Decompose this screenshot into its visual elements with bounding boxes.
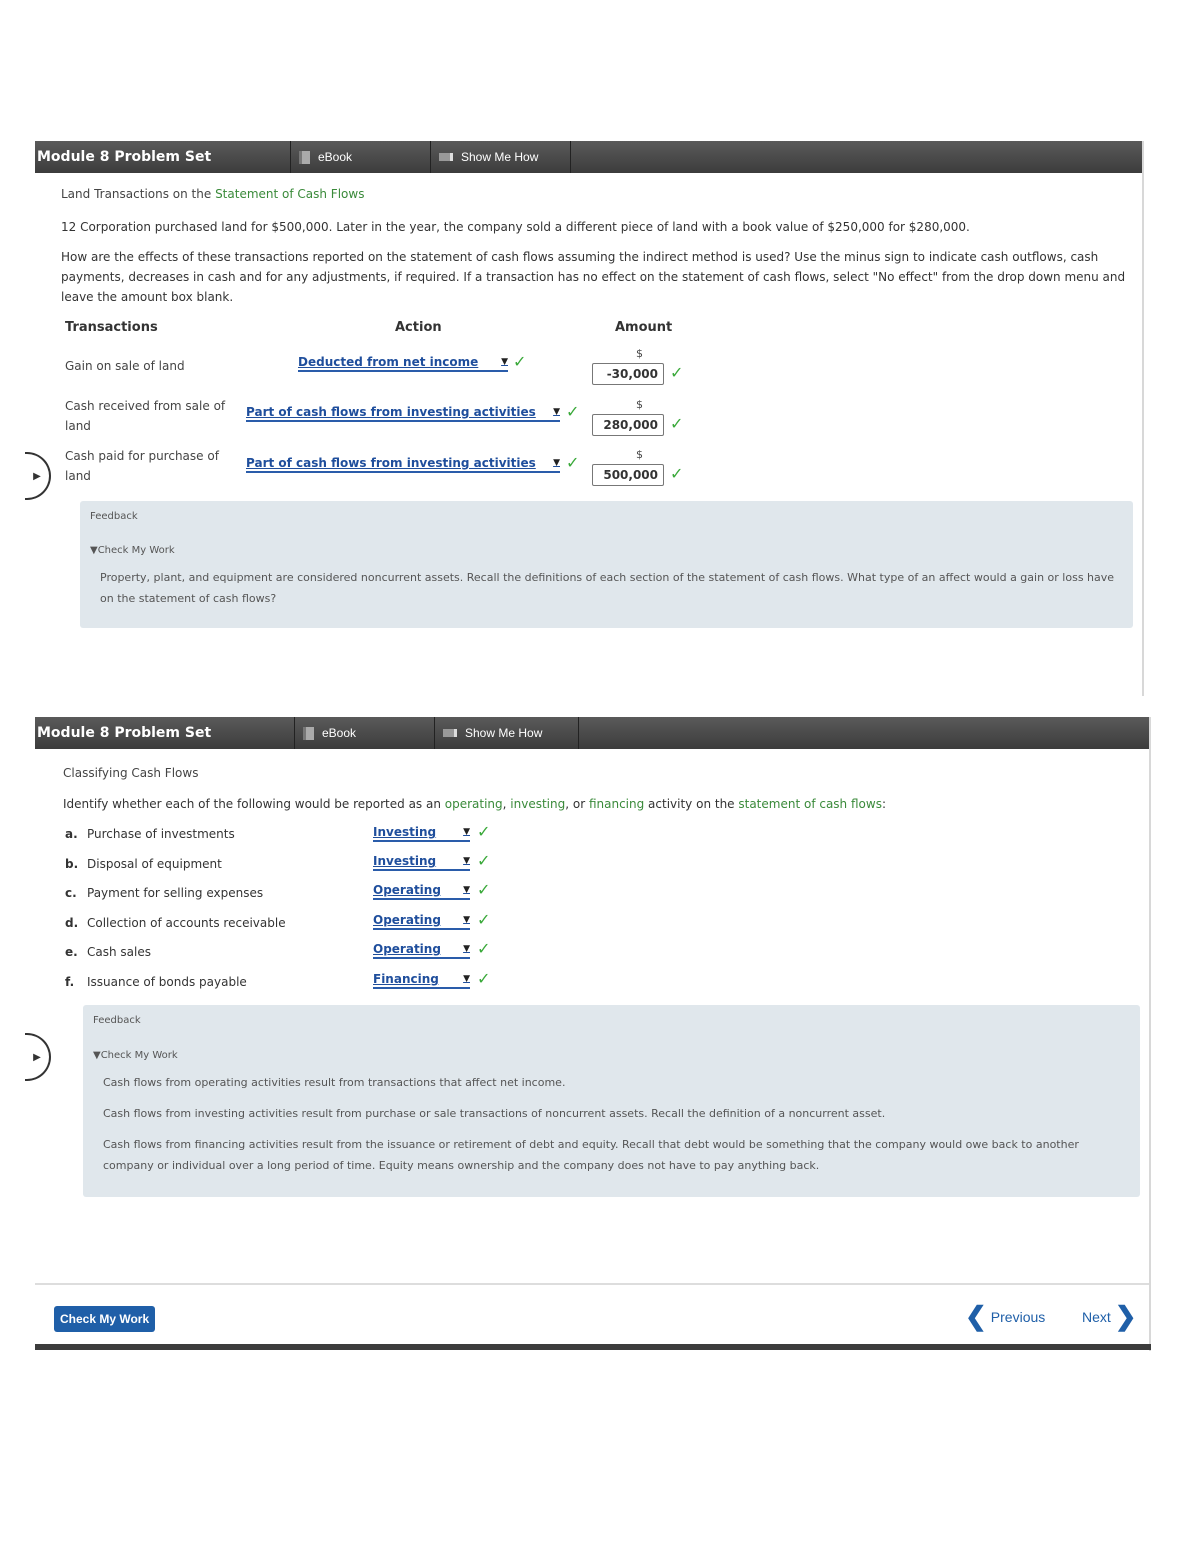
dropdown-selected-value: Investing bbox=[373, 854, 437, 868]
item-label: Disposal of equipment bbox=[87, 857, 222, 871]
show-me-how-label: Show Me How bbox=[461, 150, 539, 164]
item-label: Payment for selling expenses bbox=[87, 886, 264, 900]
intro-text: Identify whether each of the following would be reported as an bbox=[63, 797, 445, 811]
item-label: Collection of accounts receivable bbox=[87, 916, 286, 930]
currency-symbol: $ bbox=[636, 448, 643, 461]
classification-dropdown[interactable] bbox=[373, 853, 470, 871]
classification-dropdown[interactable] bbox=[373, 971, 470, 989]
problem-panel-land-transactions bbox=[35, 141, 1144, 696]
classification-dropdown[interactable] bbox=[373, 824, 470, 842]
feedback-text: Cash flows from operating activities result from transactions that affect net income. bbox=[103, 1076, 566, 1089]
list-item bbox=[65, 945, 151, 959]
feedback-label: Feedback bbox=[90, 511, 138, 522]
statement-link[interactable]: statement of cash flows bbox=[738, 797, 882, 811]
check-icon: ✓ bbox=[477, 939, 491, 958]
video-icon bbox=[443, 729, 457, 737]
chevron-right-icon: ❯ bbox=[1114, 1301, 1137, 1331]
item-letter: a. bbox=[65, 827, 78, 841]
action-dropdown[interactable] bbox=[298, 354, 508, 372]
problem-question: How are the effects of these transactions reported on the statement of cash flows assuming the indirect method is used? Use the minus sign to indicate cash outflows, cash payments, decreases in cash and for any adjustments, if required. If a transaction has no effect on the statement of cash flows, select "No effect" from the drop down menu and leave the amount box blank. bbox=[61, 250, 1126, 304]
feedback-label: Feedback bbox=[93, 1015, 141, 1026]
ebook-button[interactable] bbox=[291, 141, 431, 173]
check-icon: ✓ bbox=[513, 352, 527, 371]
feedback-text: Cash flows from financing activities result from the issuance or retirement of debt and equity. Recall that debt would be something that the company would owe back to another company or individual over a long period of time. Equity means ownership and the company does not have to pay anything back. bbox=[103, 1138, 1079, 1172]
bottom-bar bbox=[35, 1344, 1151, 1350]
transaction-label: Gain on sale of land bbox=[65, 359, 185, 373]
action-selected-value: Part of cash flows from investing activities bbox=[246, 405, 536, 419]
ebook-label: eBook bbox=[318, 150, 353, 164]
feedback-panel bbox=[80, 501, 1133, 628]
list-item bbox=[65, 857, 222, 871]
action-selected-value: Deducted from net income bbox=[298, 355, 479, 369]
chevron-down-icon: ▼ bbox=[463, 974, 470, 984]
check-icon: ✓ bbox=[670, 464, 684, 483]
chevron-down-icon: ▼ bbox=[501, 357, 508, 367]
video-icon bbox=[439, 153, 453, 161]
problem-intro: 12 Corporation purchased land for $500,000. Later in the year, the company sold a different piece of land with a book value of $250,000 for $280,000. bbox=[61, 220, 970, 234]
classification-dropdown[interactable] bbox=[373, 941, 470, 959]
action-dropdown[interactable] bbox=[246, 455, 560, 473]
classification-dropdown[interactable] bbox=[373, 912, 470, 930]
amount-input[interactable]: 500,000 bbox=[592, 464, 664, 486]
item-letter: b. bbox=[65, 857, 79, 871]
feedback-text: Cash flows from investing activities result from purchase or sale transactions of noncurrent assets. Recall the definition of a noncurrent asset. bbox=[103, 1107, 886, 1120]
check-icon: ✓ bbox=[477, 910, 491, 929]
currency-symbol: $ bbox=[636, 398, 643, 411]
chevron-down-icon: ▼ bbox=[553, 458, 560, 468]
module-title: Module 8 Problem Set bbox=[35, 141, 291, 173]
check-icon: ✓ bbox=[566, 453, 580, 472]
expand-arrow-icon[interactable]: ▶ bbox=[25, 1033, 51, 1081]
amount-input[interactable]: -30,000 bbox=[592, 363, 664, 385]
chevron-down-icon: ▼ bbox=[463, 885, 470, 895]
transaction-label: Cash received from sale of land bbox=[65, 399, 226, 433]
item-letter: e. bbox=[65, 945, 78, 959]
header-transactions: Transactions bbox=[65, 320, 158, 335]
check-my-work-toggle[interactable]: ▼Check My Work bbox=[93, 1050, 178, 1061]
chevron-down-icon: ▼ bbox=[553, 407, 560, 417]
intro-text: : bbox=[881, 797, 886, 811]
intro-separator: , or bbox=[565, 797, 589, 811]
problem-title: Classifying Cash Flows bbox=[63, 766, 199, 780]
header-amount: Amount bbox=[615, 320, 673, 335]
header-action: Action bbox=[395, 320, 442, 335]
assignment-toolbar bbox=[35, 141, 1142, 173]
list-item bbox=[65, 827, 235, 841]
dropdown-selected-value: Operating bbox=[373, 883, 441, 897]
book-icon bbox=[299, 151, 310, 164]
previous-button[interactable] bbox=[965, 1301, 1045, 1332]
check-icon: ✓ bbox=[566, 402, 580, 421]
financing-link[interactable]: financing bbox=[588, 797, 645, 811]
dropdown-selected-value: Operating bbox=[373, 913, 441, 927]
action-selected-value: Part of cash flows from investing activities bbox=[246, 456, 536, 470]
ebook-button[interactable] bbox=[295, 717, 435, 749]
item-label: Purchase of investments bbox=[87, 827, 235, 841]
chevron-down-icon: ▼ bbox=[463, 915, 470, 925]
item-letter: f. bbox=[65, 975, 75, 989]
item-letter: d. bbox=[65, 916, 79, 930]
book-icon bbox=[303, 727, 314, 740]
dropdown-selected-value: Financing bbox=[373, 972, 439, 986]
item-label: Cash sales bbox=[87, 945, 151, 959]
feedback-text: Property, plant, and equipment are considered noncurrent assets. Recall the definitions of each section of the statement of cash flows. What type of an affect would a gain or loss have on the statement of cash flows? bbox=[100, 571, 1115, 605]
problem-title-text: Land Transactions on the bbox=[61, 187, 216, 201]
check-icon: ✓ bbox=[477, 880, 491, 899]
statement-link[interactable]: Statement of Cash Flows bbox=[215, 187, 365, 201]
problem-content bbox=[61, 187, 1132, 201]
investing-link[interactable]: investing bbox=[510, 797, 566, 811]
check-my-work-button[interactable]: Check My Work bbox=[54, 1306, 155, 1332]
transaction-label: Cash paid for purchase of land bbox=[65, 449, 219, 483]
amount-input[interactable]: 280,000 bbox=[592, 414, 664, 436]
operating-link[interactable]: operating bbox=[444, 797, 503, 811]
show-me-how-button[interactable] bbox=[431, 141, 571, 173]
check-my-work-toggle[interactable]: ▼Check My Work bbox=[90, 545, 175, 556]
action-dropdown[interactable] bbox=[246, 404, 560, 422]
show-me-how-button[interactable] bbox=[435, 717, 579, 749]
footer-divider bbox=[35, 1283, 1149, 1285]
problem-intro bbox=[63, 794, 1139, 814]
problem-title bbox=[61, 187, 1132, 201]
chevron-down-icon: ▼ bbox=[463, 944, 470, 954]
chevron-left-icon: ❮ bbox=[965, 1301, 987, 1331]
intro-separator: , bbox=[502, 797, 511, 811]
ebook-label: eBook bbox=[322, 726, 357, 740]
chevron-down-icon: ▼ bbox=[463, 827, 470, 837]
check-icon: ✓ bbox=[477, 822, 491, 841]
dropdown-selected-value: Investing bbox=[373, 825, 437, 839]
assignment-toolbar bbox=[35, 717, 1149, 749]
chevron-down-icon: ▼ bbox=[463, 856, 470, 866]
item-label: Issuance of bonds payable bbox=[87, 975, 247, 989]
previous-label: Previous bbox=[990, 1308, 1046, 1325]
expand-arrow-icon[interactable]: ▶ bbox=[25, 452, 51, 500]
problem-panel-classifying bbox=[35, 717, 1151, 1351]
item-letter: c. bbox=[65, 886, 77, 900]
check-icon: ✓ bbox=[477, 851, 491, 870]
intro-text: activity on the bbox=[644, 797, 739, 811]
next-label: Next bbox=[1082, 1308, 1111, 1325]
currency-symbol: $ bbox=[636, 347, 643, 360]
show-me-how-label: Show Me How bbox=[465, 726, 543, 740]
check-icon: ✓ bbox=[477, 969, 491, 988]
classification-dropdown[interactable] bbox=[373, 882, 470, 900]
dropdown-selected-value: Operating bbox=[373, 942, 441, 956]
feedback-panel bbox=[83, 1005, 1140, 1197]
check-icon: ✓ bbox=[670, 363, 684, 382]
check-icon: ✓ bbox=[670, 414, 684, 433]
module-title: Module 8 Problem Set bbox=[35, 717, 295, 749]
next-button[interactable] bbox=[1082, 1301, 1137, 1332]
list-item bbox=[65, 916, 286, 930]
list-item bbox=[65, 886, 263, 900]
list-item bbox=[65, 975, 247, 989]
